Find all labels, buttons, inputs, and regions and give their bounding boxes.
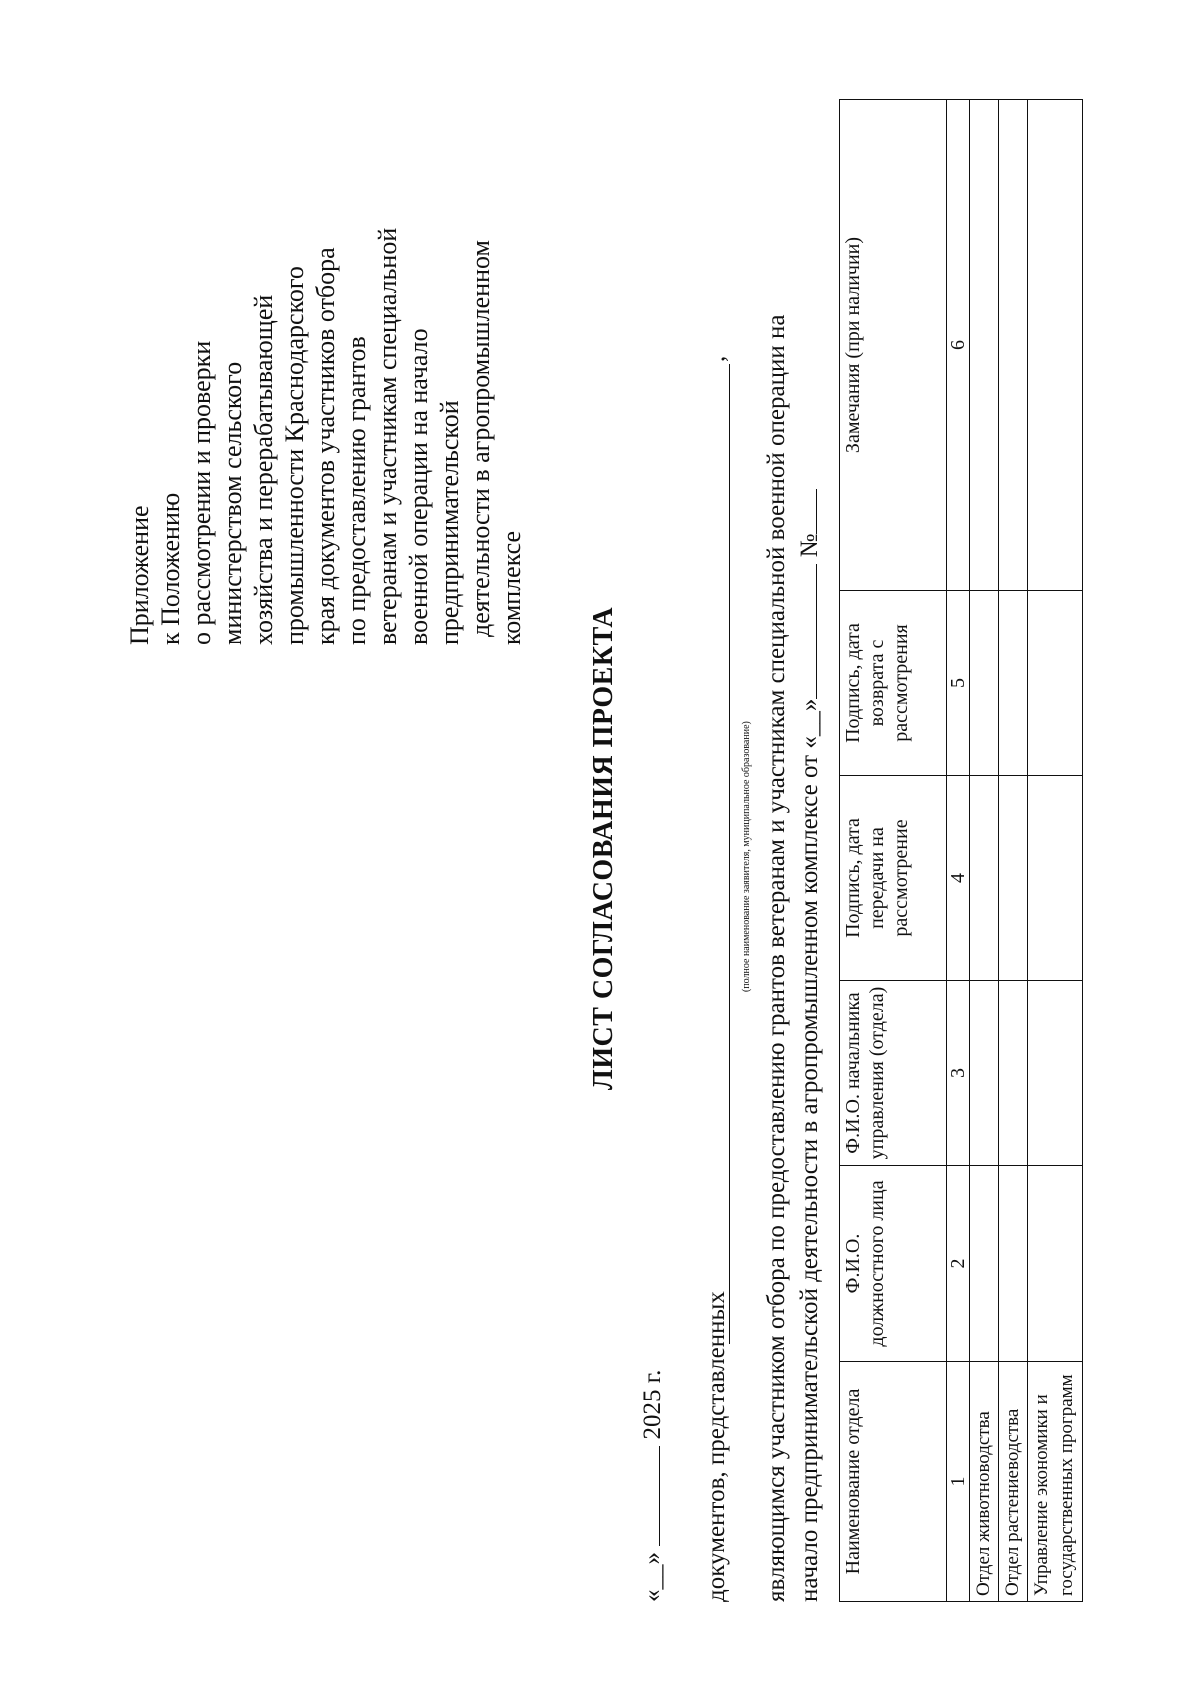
header-department: Наименование отдела bbox=[840, 1362, 947, 1602]
head-cell[interactable] bbox=[999, 981, 1028, 1166]
purpose-text bbox=[760, 62, 826, 1602]
appendix-line: ветеранам и участникам специальной bbox=[373, 227, 402, 645]
appendix-line: хозяйства и перерабатывающей bbox=[249, 294, 278, 645]
appendix-line: о рассмотрении и проверки bbox=[187, 340, 216, 645]
remarks-cell[interactable] bbox=[999, 100, 1028, 591]
header-return-signature: Подпись, дата возврата с рассмотрения bbox=[840, 591, 947, 776]
approval-table bbox=[839, 99, 1083, 1602]
head-cell[interactable] bbox=[970, 981, 999, 1166]
header-head: Ф.И.О. начальника управления (отдела) bbox=[840, 981, 947, 1166]
head-cell[interactable] bbox=[1028, 981, 1083, 1166]
appendix-line: промышленности Краснодарского bbox=[280, 266, 309, 645]
documents-label: документов, представленных bbox=[703, 1291, 730, 1602]
official-cell[interactable] bbox=[970, 1166, 999, 1362]
table-row bbox=[999, 100, 1028, 1602]
date-day-field[interactable]: «__» bbox=[639, 1552, 666, 1602]
purpose-line-2 bbox=[793, 62, 826, 1602]
transfer-signature-cell[interactable] bbox=[970, 776, 999, 981]
table-header-row bbox=[840, 100, 947, 1602]
appendix-line: министерством сельского bbox=[218, 361, 247, 645]
appendix-line: комплексе bbox=[497, 530, 526, 645]
appendix-line: Приложение bbox=[125, 505, 154, 645]
appendix-line: к Положению bbox=[156, 492, 185, 645]
number-sign: № bbox=[796, 533, 823, 558]
purpose-number-blank[interactable] bbox=[794, 489, 817, 534]
official-cell[interactable] bbox=[1028, 1166, 1083, 1362]
return-signature-cell[interactable] bbox=[999, 591, 1028, 776]
date-month-blank[interactable] bbox=[637, 1446, 660, 1546]
appendix-line: военной операции на начало bbox=[404, 328, 433, 645]
table-number-row bbox=[947, 100, 970, 1602]
transfer-signature-cell[interactable] bbox=[1028, 776, 1083, 981]
table-row bbox=[1028, 100, 1083, 1602]
column-number: 6 bbox=[947, 100, 970, 591]
date-line bbox=[637, 1370, 667, 1602]
column-number: 3 bbox=[947, 981, 970, 1166]
documents-comma: , bbox=[703, 355, 730, 362]
remarks-cell[interactable] bbox=[970, 100, 999, 591]
documents-line bbox=[703, 2, 752, 1602]
appendix-line: края документов участников отбора bbox=[311, 247, 340, 645]
purpose-date-blank[interactable] bbox=[794, 564, 817, 699]
header-remarks: Замечания (при наличии) bbox=[840, 100, 947, 591]
table-row bbox=[970, 100, 999, 1602]
applicant-name-blank[interactable] bbox=[729, 364, 730, 1344]
column-number: 2 bbox=[947, 1166, 970, 1362]
return-signature-cell[interactable] bbox=[1028, 591, 1083, 776]
appendix-line: деятельности в агропромышленном bbox=[466, 240, 495, 637]
department-name: Отдел животноводства bbox=[970, 1362, 999, 1602]
approval-table-wrap bbox=[839, 100, 1083, 1602]
appendix-line: по предоставлению грантов bbox=[342, 336, 371, 645]
column-number: 5 bbox=[947, 591, 970, 776]
header-official: Ф.И.О. должностного лица bbox=[840, 1166, 947, 1362]
purpose-line-2-text: начало предпринимательской деятельности в агропромышленном комплексе от «__» bbox=[796, 698, 823, 1602]
applicant-caption: (полное наименование заявителя, муниципальное образование) bbox=[741, 721, 752, 992]
return-signature-cell[interactable] bbox=[970, 591, 999, 776]
official-cell[interactable] bbox=[999, 1166, 1028, 1362]
column-number: 1 bbox=[947, 1362, 970, 1602]
appendix-line: предпринимательской bbox=[435, 400, 464, 645]
transfer-signature-cell[interactable] bbox=[999, 776, 1028, 981]
department-name: Управление экономики и государственных программ bbox=[1028, 1362, 1083, 1602]
column-number: 4 bbox=[947, 776, 970, 981]
department-name: Отдел растениеводства bbox=[999, 1362, 1028, 1602]
header-transfer-signature: Подпись, дата передачи на рассмотрение bbox=[840, 776, 947, 981]
date-year: 2025 г. bbox=[639, 1369, 666, 1440]
appendix-block bbox=[124, 125, 527, 645]
purpose-line-1: являющимся участником отбора по предоставлению грантов ветеранам и участникам специальной военной операции на bbox=[763, 314, 790, 1602]
remarks-cell[interactable] bbox=[1028, 100, 1083, 591]
document-title: ЛИСТ СОГЛАСОВАНИЯ ПРОЕКТА bbox=[588, 606, 619, 1091]
